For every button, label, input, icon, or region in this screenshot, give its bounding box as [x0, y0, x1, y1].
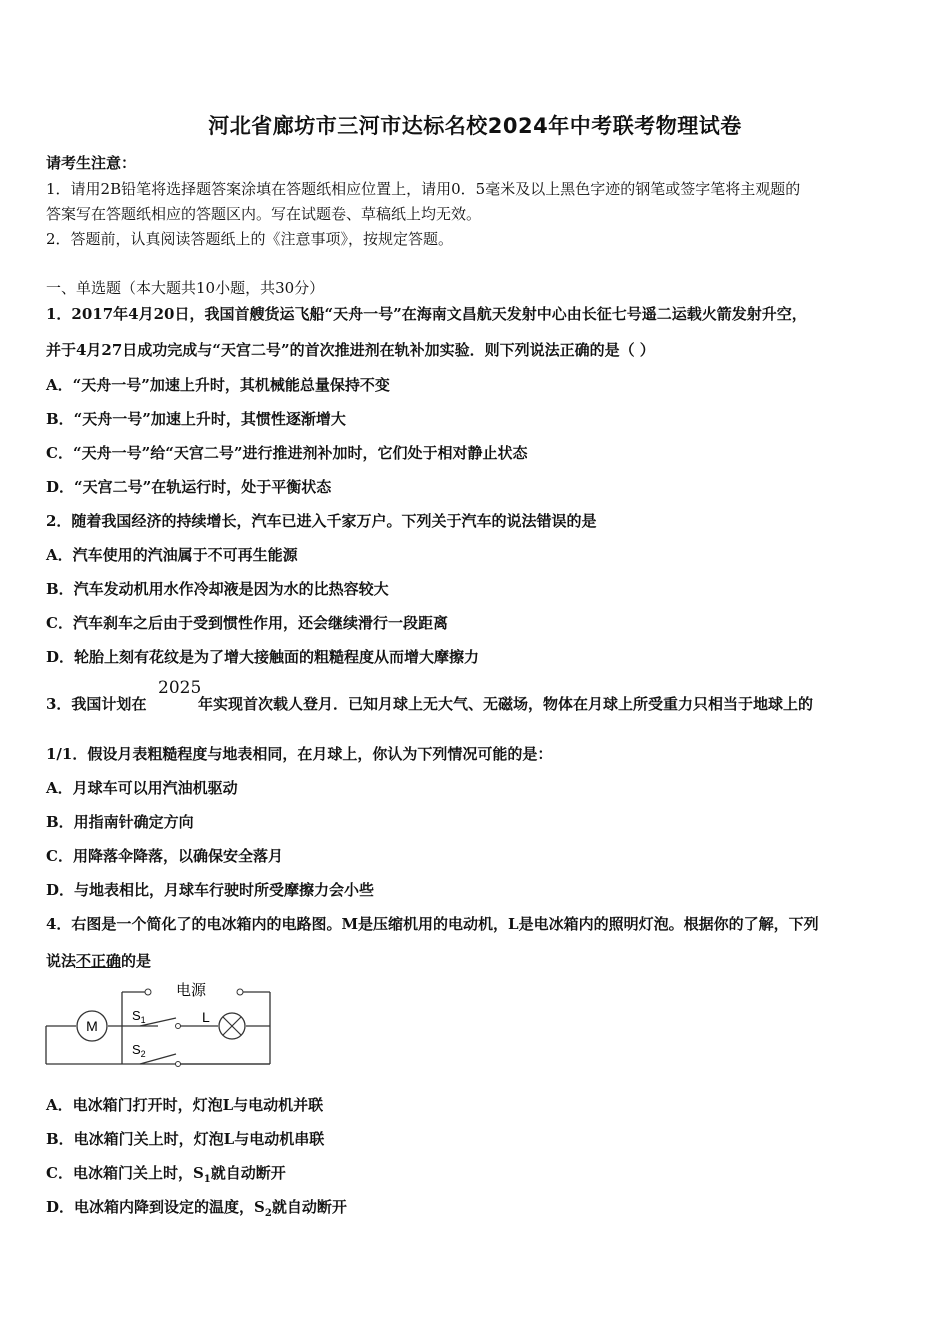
q3-option-c: C．用降落伞降落，以确保安全落月: [46, 847, 283, 865]
q3-year: 2025: [158, 678, 202, 698]
s1-label: [132, 1008, 146, 1025]
q4-option-c: [46, 1162, 286, 1185]
q3-stem-suffix: 年实现首次载人登月．已知月球上无大气、无磁场，物体在月球上所受重力只相当于地球上的: [198, 695, 814, 713]
s2-label: [132, 1042, 146, 1059]
q2-stem: 2．随着我国经济的持续增长，汽车已进入千家万户。下列关于汽车的说法错误的是: [46, 512, 597, 530]
lamp-label: L: [202, 1009, 210, 1025]
s1-contact: [176, 1024, 181, 1029]
q1-stem-line-2: 并于4月27日成功完成与“天宫二号”的首次推进剂在轨补加实验．则下列说法正确的是（ ）: [46, 341, 655, 359]
q4-option-b: B．电冰箱门关上时，灯泡L与电动机串联: [46, 1130, 325, 1148]
q1-option-a: A．“天舟一号”加速上升时，其机械能总量保持不变: [46, 376, 390, 394]
q2-option-c: C．汽车刹车之后由于受到惯性作用，还会继续滑行一段距离: [46, 614, 448, 632]
q3-option-a: A．月球车可以用汽油机驱动: [46, 779, 238, 797]
q4-stem-text-a: 说法: [46, 952, 77, 970]
q4-stem-text-b: 的是: [121, 952, 152, 970]
q4-stem-underlined: 不正确: [76, 952, 122, 970]
s2-subscript: 2: [140, 1049, 146, 1059]
q4-stem-line-1: 4．右图是一个简化了的电冰箱内的电路图。M是压缩机用的电动机，L是电冰箱内的照明灯泡。根据你的了解，下列: [46, 915, 819, 933]
motor-label: M: [86, 1018, 98, 1034]
q4-stem-line-2: [46, 950, 151, 971]
q4-option-c-sub: 1: [203, 1174, 211, 1185]
q1-option-b: B．“天舟一号”加速上升时，其惯性逐渐增大: [46, 410, 346, 428]
q4-option-d-text: D．电冰箱内降到设定的温度，S: [46, 1198, 265, 1216]
power-label: 电源: [176, 981, 207, 999]
q2-option-a: A．汽车使用的汽油属于不可再生能源: [46, 546, 298, 564]
section-heading: 一、单选题（本大题共10小题，共30分）: [46, 279, 325, 297]
notice-line-1: 1．请用2B铅笔将选择题答案涂填在答题纸相应位置上，请用0．5毫米及以上黑色字迹的钢笔或签字笔将主观题的: [46, 180, 801, 198]
q1-option-c: C．“天舟一号”给“天宫二号”进行推进剂补加时，它们处于相对静止状态: [46, 444, 528, 462]
q4-option-c-text-end: 就自动断开: [210, 1164, 286, 1182]
page-title: 河北省廊坊市三河市达标名校2024年中考联考物理试卷: [208, 114, 742, 138]
q4-option-d-sub: 2: [264, 1208, 272, 1219]
q4-option-c-text: C．电冰箱门关上时，S: [46, 1164, 204, 1182]
q4-option-d-text-end: 就自动断开: [271, 1198, 347, 1216]
q3-option-d: D．与地表相比，月球车行驶时所受摩擦力会小些: [46, 881, 375, 899]
s1-subscript: 1: [140, 1015, 146, 1025]
power-terminal-right: [237, 989, 243, 995]
q1-option-d: D．“天宫二号”在轨运行时，处于平衡状态: [46, 478, 332, 496]
notice-line-2: 答案写在答题纸相应的答题区内。写在试题卷、草稿纸上均无效。: [46, 205, 482, 223]
q3-stem-prefix: 3．我国计划在: [46, 695, 147, 713]
q4-option-d: [46, 1196, 347, 1219]
notice-heading: 请考生注意：: [46, 154, 137, 172]
circuit-diagram: [40, 980, 280, 1070]
power-terminal-left: [145, 989, 151, 995]
s2-contact: [176, 1062, 181, 1067]
q3-option-b: B．用指南针确定方向: [46, 813, 194, 831]
q3-stem-line-2: 1/1．假设月表粗糙程度与地表相同，在月球上，你认为下列情况可能的是：: [46, 745, 553, 763]
q1-stem-line-1: 1．2017年4月20日，我国首艘货运飞船“天舟一号”在海南文昌航天发射中心由长征七号遥二运载火箭发射升空，: [46, 305, 807, 323]
q2-option-b: B．汽车发动机用水作冷却液是因为水的比热容较大: [46, 580, 389, 598]
s2-letter: S: [132, 1042, 141, 1057]
notice-line-3: 2．答题前，认真阅读答题纸上的《注意事项》，按规定答题。: [46, 230, 454, 248]
q2-option-d: D．轮胎上刻有花纹是为了增大接触面的粗糙程度从而增大摩擦力: [46, 648, 480, 666]
s1-letter: S: [132, 1008, 141, 1023]
q4-option-a: A．电冰箱门打开时，灯泡L与电动机并联: [46, 1096, 324, 1114]
